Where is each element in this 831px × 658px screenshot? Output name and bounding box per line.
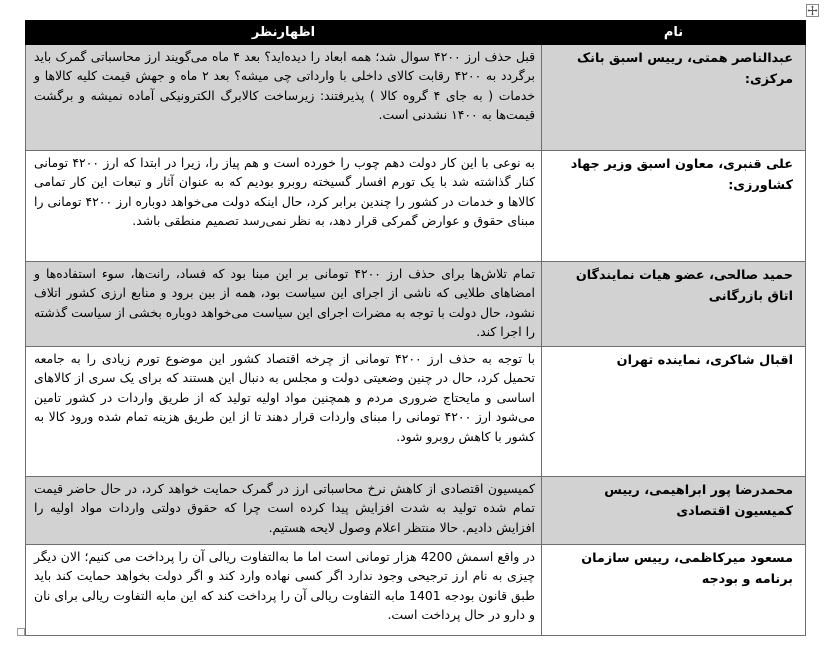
table-row <box>26 262 806 347</box>
table-row <box>26 477 806 545</box>
table-row <box>26 347 806 477</box>
move-arrows-icon <box>807 5 818 16</box>
speaker-name[interactable]: علی قنبری، معاون اسبق وزیر جهاد کشاورزی: <box>542 151 806 262</box>
speaker-name[interactable]: محمدرضا پور ابراهیمی، رییس کمیسیون اقتصادی <box>542 477 806 545</box>
opinion-text[interactable]: قبل حذف ارز ۴۲۰۰ سوال شد؛ همه ابعاد را دیده‌اید؟ بعد ۴ ماه می‌گویند ارز محاسباتی گمرک باید برگردد به ۴۲۰۰ رقابت کالای داخلی با وارداتی چی میشه؟ بعد ۲ ماه و جهش قیمت کلیه کالاها و خدمات ( به جای ۴ گروه کالا ) پذیرفتند: زیرساخت کالابرگ الکترونیکی آماده نمیشه و برگشت قیمت‌ها به ۱۴۰۰ نشدنی است. <box>26 45 542 151</box>
opinion-text[interactable]: با توجه به حذف ارز ۴۲۰۰ تومانی از چرخه اقتصاد کشور این موضوع تورم زیادی را به جامعه تحمیل کرد، حال در چنین وضعیتی دولت و مجلس به دنبال این هستند که برای یک سری از کالاهای اساسی و مایحتاج ضروری مردم و همچنین مواد اولیه تولید که از طریق واردات در کشور تامین می‌شود ارز ۴۲۰۰ تومانی را مبنای واردات قرار دهند تا از این طریق هزینه تمام شده ورود کالا به کشور با کاهش روبرو شود. <box>26 347 542 477</box>
opinion-text[interactable]: به نوعی با این کار دولت دهم چوب را خورده است و هم پیاز را، زیرا در ابتدا که ارز ۴۲۰۰ تومانی کنار گذاشته شد با یک تورم افسار گسیخته روبرو بودیم که به عنوان آثار و تبعات این کار تمامی کالاها و خدمات در کشور را چندین برابر کرد، حال اینکه دولت می‌خواهد دوباره ارز ۴۲۰۰ تومانی را مبنای حقوق و عوارض گمرکی قرار دهد، به نظر نمی‌رسد تصمیم منطقی باشد. <box>26 151 542 262</box>
table-header-row <box>26 21 806 45</box>
opinions-table <box>25 20 806 636</box>
opinion-text[interactable]: در واقع اسمش 4200 هزار تومانی است اما ما به‌التفاوت ریالی آن را پرداخت می کنیم؛ الان دیگر چیزی به نام ارز ترجیحی وجود ندارد اگر کسی نهاده وارد کند و اگر دولت بخواهد حمایت کند باید طبق قانون بودجه 1401 مابه التفاوت ریالی آن را پرداخت کند که این مابه التفاوت ریالی برای نان و دارو در حال پرداخت است. <box>26 545 542 636</box>
table-resize-handle[interactable] <box>17 628 25 636</box>
opinion-text[interactable]: تمام تلاش‌ها برای حذف ارز ۴۲۰۰ تومانی بر این مبنا بود که فساد، رانت‌ها، سوء استفاده‌ها و امضاهای طلایی که ناشی از اجرای این سیاست بود، همه از بین برود و منابع ارزی کشور اتلاف نشود، حال دولت با توجه به مضرات اجرای این سیاست می‌خواهد دوباره بخشی از سیاست گذشته را اجرا کند. <box>26 262 542 347</box>
header-name: نام <box>542 21 806 45</box>
table-row <box>26 545 806 636</box>
table-move-handle[interactable] <box>806 4 819 17</box>
table-row <box>26 45 806 151</box>
opinion-text[interactable]: کمیسیون اقتصادی از کاهش نرخ محاسباتی ارز در گمرک حمایت خواهد کرد، در حال حاضر قیمت تمام شده تولید به شدت افزایش پیدا کرده است چرا که حقوق دولتی واردات مواد اولیه را افزایش دادیم. حالا منتظر اعلام وصول لایحه هستیم. <box>26 477 542 545</box>
header-opinion: اظهارنظر <box>26 21 542 45</box>
speaker-name[interactable]: اقبال شاکری، نماینده تهران <box>542 347 806 477</box>
speaker-name[interactable]: عبدالناصر همتی، رییس اسبق بانک مرکزی: <box>542 45 806 151</box>
table-row <box>26 151 806 262</box>
speaker-name[interactable]: مسعود میرکاظمی، رییس سازمان برنامه و بودجه <box>542 545 806 636</box>
speaker-name[interactable]: حمید صالحی، عضو هیات نمایندگان اتاق بازرگانی <box>542 262 806 347</box>
